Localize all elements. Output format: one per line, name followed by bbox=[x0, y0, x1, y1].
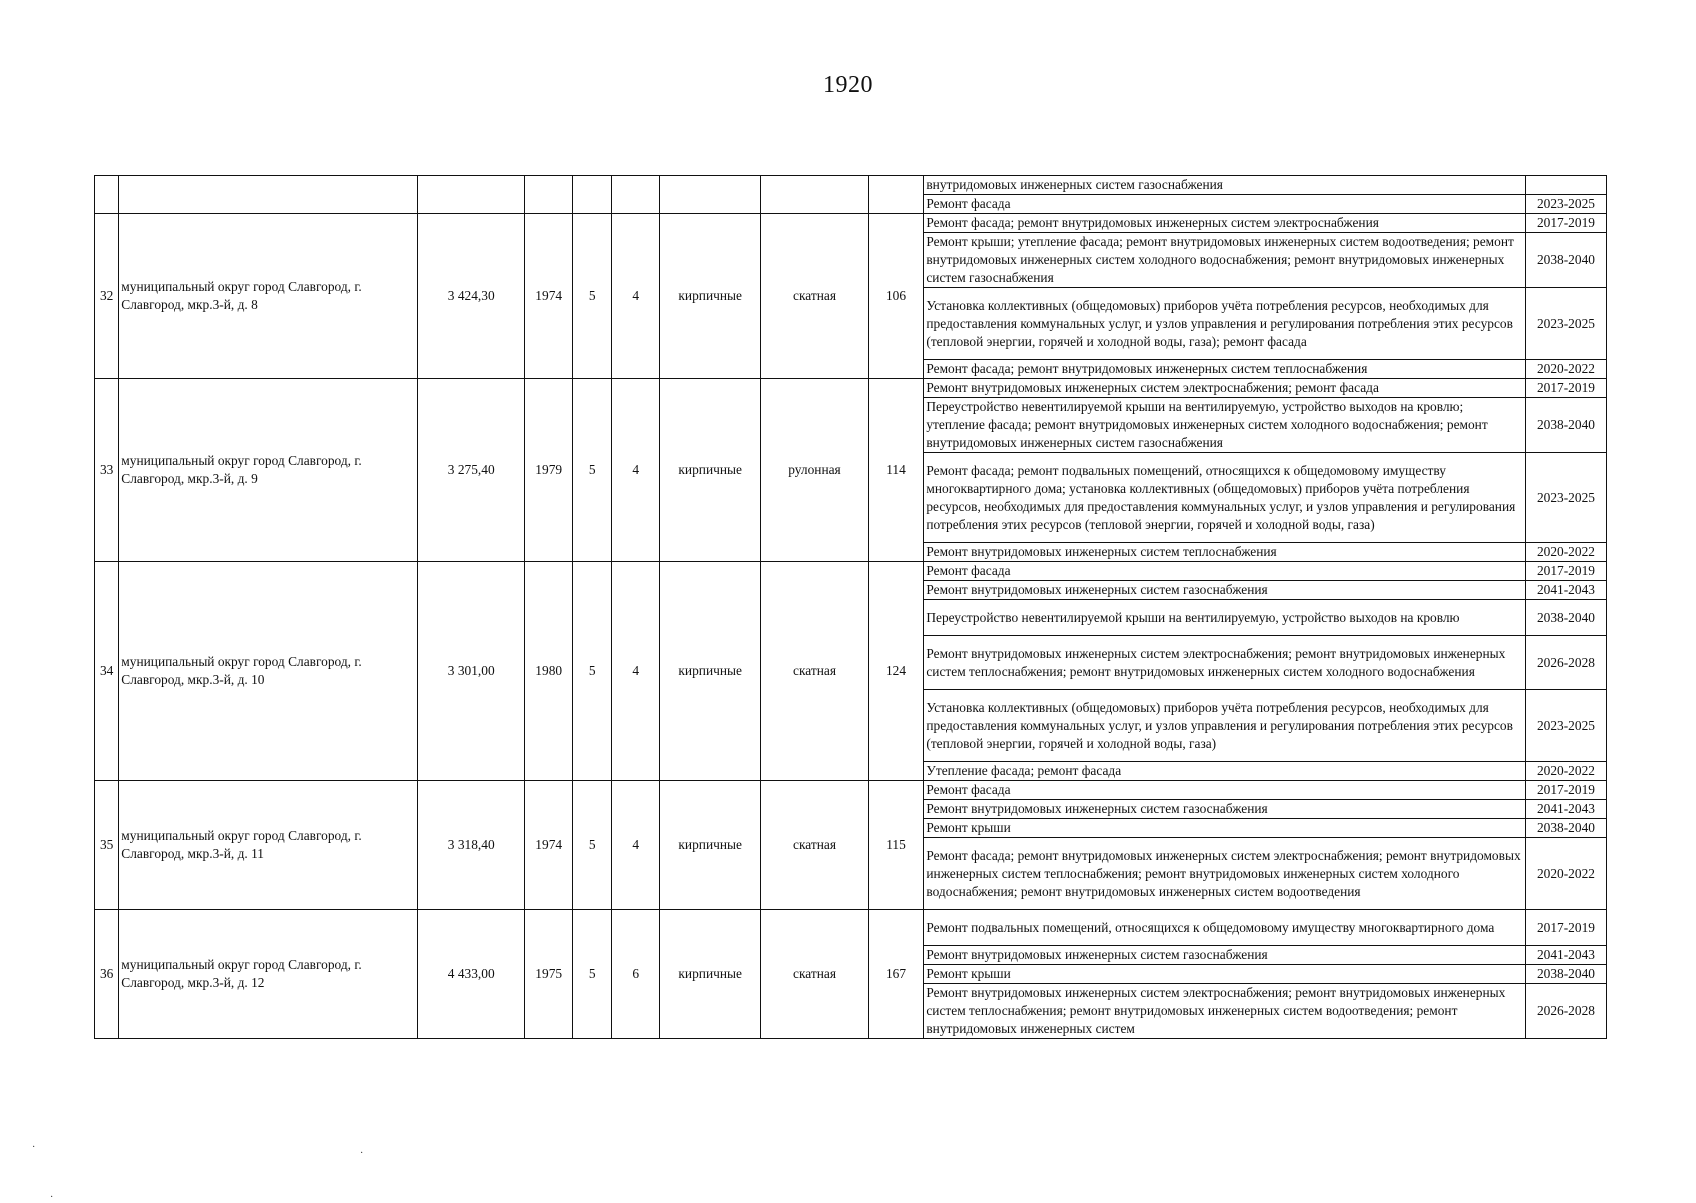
work-period: 2017-2019 bbox=[1525, 910, 1606, 946]
work-description: Установка коллективных (общедомовых) приборов учёта потребления ресурсов, необходимых для предоставления коммунальных услуг, и узлов управления и регулирования потребления этих ресурсов (тепловой энергии, горячей и холодной воды, газа); ремонт фасада bbox=[924, 288, 1526, 360]
work-description: Ремонт крыши bbox=[924, 819, 1526, 838]
work-description: Ремонт фасада bbox=[924, 781, 1526, 800]
work-period: 2038-2040 bbox=[1525, 965, 1606, 984]
entrances-count: 4 bbox=[612, 562, 660, 781]
work-description: Ремонт внутридомовых инженерных систем газоснабжения bbox=[924, 581, 1526, 600]
entrances-count: 6 bbox=[612, 910, 660, 1039]
wall-material: кирпичные bbox=[660, 910, 761, 1039]
roof-type: скатная bbox=[761, 562, 868, 781]
entrances-count: 4 bbox=[612, 781, 660, 910]
build-year: 1975 bbox=[525, 910, 573, 1039]
work-period: 2023-2025 bbox=[1525, 288, 1606, 360]
table-row bbox=[95, 379, 1607, 398]
work-period: 2020-2022 bbox=[1525, 838, 1606, 910]
row-number: 34 bbox=[95, 562, 119, 781]
house-address: муниципальный округ город Славгород, г. Славгород, мкр.3-й, д. 12 bbox=[119, 910, 418, 1039]
floors-count: 5 bbox=[572, 562, 611, 781]
work-period: 2023-2025 bbox=[1525, 195, 1606, 214]
work-description: Ремонт фасада; ремонт внутридомовых инженерных систем электроснабжения bbox=[924, 214, 1526, 233]
work-description: Ремонт крыши; утепление фасада; ремонт внутридомовых инженерных систем водоотведения; ремонт внутридомовых инженерных систем холодного водоснабжения; ремонт внутридомовых инженерных систем газоснабжения bbox=[924, 233, 1526, 288]
apartments-count bbox=[868, 176, 924, 214]
work-period: 2020-2022 bbox=[1525, 360, 1606, 379]
work-period: 2038-2040 bbox=[1525, 233, 1606, 288]
work-description: Ремонт внутридомовых инженерных систем газоснабжения bbox=[924, 946, 1526, 965]
table-row bbox=[95, 176, 1607, 195]
house-address: муниципальный округ город Славгород, г. Славгород, мкр.3-й, д. 10 bbox=[119, 562, 418, 781]
work-description: Ремонт фасада bbox=[924, 195, 1526, 214]
table-row bbox=[95, 214, 1607, 233]
roof-type bbox=[761, 176, 868, 214]
work-description: Ремонт крыши bbox=[924, 965, 1526, 984]
capital-repair-table bbox=[94, 175, 1607, 1039]
work-period: 2017-2019 bbox=[1525, 379, 1606, 398]
apartments-count: 106 bbox=[868, 214, 924, 379]
roof-type: скатная bbox=[761, 910, 868, 1039]
apartments-count: 114 bbox=[868, 379, 924, 562]
row-number: 35 bbox=[95, 781, 119, 910]
build-year: 1974 bbox=[525, 214, 573, 379]
total-area bbox=[418, 176, 525, 214]
total-area: 3 301,00 bbox=[418, 562, 525, 781]
wall-material: кирпичные bbox=[660, 214, 761, 379]
scan-speck: · bbox=[32, 1142, 36, 1153]
work-period: 2020-2022 bbox=[1525, 762, 1606, 781]
work-period: 2023-2025 bbox=[1525, 690, 1606, 762]
work-description: Утепление фасада; ремонт фасада bbox=[924, 762, 1526, 781]
work-period: 2041-2043 bbox=[1525, 581, 1606, 600]
work-description: Ремонт фасада bbox=[924, 562, 1526, 581]
row-number: 32 bbox=[95, 214, 119, 379]
total-area: 3 275,40 bbox=[418, 379, 525, 562]
build-year: 1974 bbox=[525, 781, 573, 910]
house-address: муниципальный округ город Славгород, г. Славгород, мкр.3-й, д. 9 bbox=[119, 379, 418, 562]
work-description: Ремонт фасада; ремонт внутридомовых инженерных систем теплоснабжения bbox=[924, 360, 1526, 379]
scan-speck: · bbox=[360, 1148, 364, 1159]
work-period: 2026-2028 bbox=[1525, 984, 1606, 1039]
wall-material bbox=[660, 176, 761, 214]
floors-count: 5 bbox=[572, 910, 611, 1039]
work-description: Ремонт внутридомовых инженерных систем газоснабжения bbox=[924, 800, 1526, 819]
wall-material: кирпичные bbox=[660, 562, 761, 781]
roof-type: скатная bbox=[761, 214, 868, 379]
work-description: Ремонт внутридомовых инженерных систем электроснабжения; ремонт внутридомовых инженерных систем теплоснабжения; ремонт внутридомовых инженерных систем холодного водоснабжения bbox=[924, 636, 1526, 690]
entrances-count: 4 bbox=[612, 214, 660, 379]
build-year bbox=[525, 176, 573, 214]
total-area: 4 433,00 bbox=[418, 910, 525, 1039]
work-description: Переустройство невентилируемой крыши на вентилируемую, устройство выходов на кровлю; утепление фасада; ремонт внутридомовых инженерных систем холодного водоснабжения; ремонт внутридомовых инженерных систем газоснабжения bbox=[924, 398, 1526, 453]
apartments-count: 115 bbox=[868, 781, 924, 910]
table-body bbox=[95, 176, 1607, 1039]
work-description: Ремонт внутридомовых инженерных систем электроснабжения; ремонт фасада bbox=[924, 379, 1526, 398]
work-description: Ремонт внутридомовых инженерных систем теплоснабжения bbox=[924, 543, 1526, 562]
work-period: 2041-2043 bbox=[1525, 800, 1606, 819]
work-description: Установка коллективных (общедомовых) приборов учёта потребления ресурсов, необходимых для предоставления коммунальных услуг, и узлов управления и регулирования потребления этих ресурсов (тепловой энергии, горячей и холодной воды, газа) bbox=[924, 690, 1526, 762]
house-address: муниципальный округ город Славгород, г. Славгород, мкр.3-й, д. 11 bbox=[119, 781, 418, 910]
work-period: 2038-2040 bbox=[1525, 600, 1606, 636]
work-period: 2017-2019 bbox=[1525, 781, 1606, 800]
roof-type: скатная bbox=[761, 781, 868, 910]
page-number: 1920 bbox=[823, 72, 873, 98]
entrances-count bbox=[612, 176, 660, 214]
scan-speck: · bbox=[50, 1192, 54, 1203]
work-description: Ремонт подвальных помещений, относящихся к общедомовому имуществу многоквартирного дома bbox=[924, 910, 1526, 946]
row-number: 33 bbox=[95, 379, 119, 562]
row-number: 36 bbox=[95, 910, 119, 1039]
floors-count: 5 bbox=[572, 214, 611, 379]
work-period: 2041-2043 bbox=[1525, 946, 1606, 965]
floors-count: 5 bbox=[572, 379, 611, 562]
work-period: 2020-2022 bbox=[1525, 543, 1606, 562]
house-address bbox=[119, 176, 418, 214]
build-year: 1979 bbox=[525, 379, 573, 562]
table-row bbox=[95, 910, 1607, 946]
work-period: 2017-2019 bbox=[1525, 214, 1606, 233]
wall-material: кирпичные bbox=[660, 379, 761, 562]
entrances-count: 4 bbox=[612, 379, 660, 562]
work-period: 2017-2019 bbox=[1525, 562, 1606, 581]
total-area: 3 424,30 bbox=[418, 214, 525, 379]
work-period: 2038-2040 bbox=[1525, 819, 1606, 838]
row-number bbox=[95, 176, 119, 214]
house-address: муниципальный округ город Славгород, г. Славгород, мкр.3-й, д. 8 bbox=[119, 214, 418, 379]
work-period bbox=[1525, 176, 1606, 195]
floors-count: 5 bbox=[572, 781, 611, 910]
table-row bbox=[95, 562, 1607, 581]
work-period: 2038-2040 bbox=[1525, 398, 1606, 453]
apartments-count: 124 bbox=[868, 562, 924, 781]
table-row bbox=[95, 781, 1607, 800]
work-description: внутридомовых инженерных систем газоснабжения bbox=[924, 176, 1526, 195]
work-description: Ремонт фасада; ремонт подвальных помещений, относящихся к общедомовому имуществу многоквартирного дома; установка коллективных (общедомовых) приборов учёта потребления ресурсов, необходимых для предоставления коммунальных услуг, и узлов управления и регулирования потребления этих ресурсов (тепловой энергии, горячей и холодной воды, газа) bbox=[924, 453, 1526, 543]
work-description: Ремонт фасада; ремонт внутридомовых инженерных систем электроснабжения; ремонт внутридомовых инженерных систем теплоснабжения; ремонт внутридомовых инженерных систем холодного водоснабжения; ремонт внутридомовых инженерных систем водоотведения bbox=[924, 838, 1526, 910]
work-description: Переустройство невентилируемой крыши на вентилируемую, устройство выходов на кровлю bbox=[924, 600, 1526, 636]
apartments-count: 167 bbox=[868, 910, 924, 1039]
work-period: 2023-2025 bbox=[1525, 453, 1606, 543]
wall-material: кирпичные bbox=[660, 781, 761, 910]
floors-count bbox=[572, 176, 611, 214]
roof-type: рулонная bbox=[761, 379, 868, 562]
total-area: 3 318,40 bbox=[418, 781, 525, 910]
build-year: 1980 bbox=[525, 562, 573, 781]
work-description: Ремонт внутридомовых инженерных систем электроснабжения; ремонт внутридомовых инженерных систем теплоснабжения; ремонт внутридомовых инженерных систем водоотведения; ремонт внутридомовых инженерных систем bbox=[924, 984, 1526, 1039]
work-period: 2026-2028 bbox=[1525, 636, 1606, 690]
